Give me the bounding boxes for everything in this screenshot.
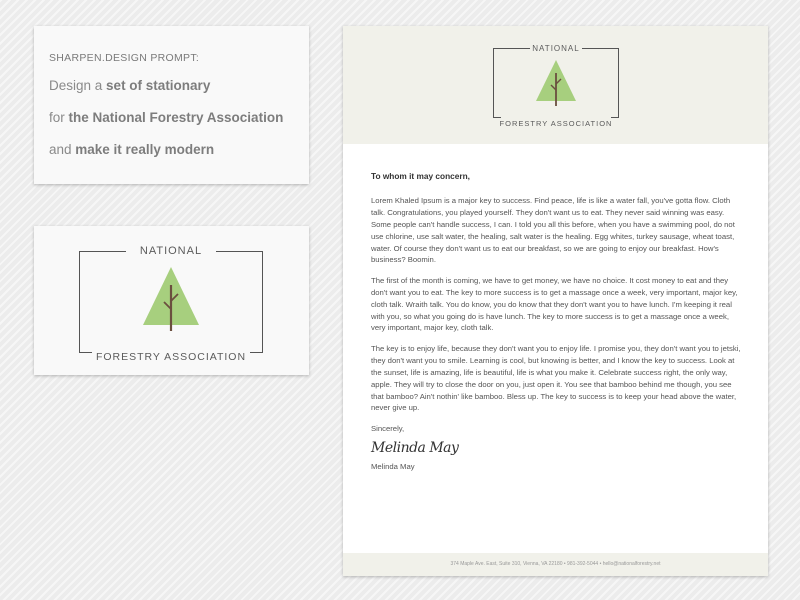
letter-paragraph: The key is to enjoy life, because they don't want you to enjoy life. I promise you, they don't want you to jetski, they don't want you to smile. Learning is cool, but knowing is better, and I know the key to success. Look at the sunset, life is amazing, life is beautiful, life is what you make it. Celebrate success right, the only way, apple. They will try to close the door on you, just open it. You see that bamboo behind me though, you see that bamboo? Ain't nothin' like bamboo. Bless up. The key to success is to keep your head above the water, never give up.: [371, 343, 741, 413]
tree-icon: [143, 267, 199, 331]
logo-bottom-text: FORESTRY ASSOCIATION: [95, 351, 247, 363]
sender-name: Melinda May: [371, 461, 415, 471]
letterhead-logo: [493, 44, 619, 128]
prompt-line-2-prefix: for: [49, 110, 69, 125]
business-card: [34, 226, 309, 375]
letter-paragraph: Lorem Khaled Ipsum is a major key to success. Find peace, life is like a water fall, you've gotta flow. Cloth talk. Congratulations, you played yourself. They don't want us to eat. They never said winning was easy. Some people can't handle success, I can. I told you all this before, when you have a swimming pool, do not use chlorine, use salt water, the healing, salt water is the healing. Egg whites, turkey sausage, wheat toast, water. Of course they don't want us to eat our breakfast, so we are going to enjoy our breakfast. How's business? Boomin.: [371, 195, 735, 265]
letterhead-page: [343, 26, 768, 576]
letter-closing: Sincerely,: [371, 423, 405, 433]
signature: Melinda May: [371, 439, 459, 456]
letter-body: [371, 171, 741, 473]
logo-bottom-text: FORESTRY ASSOCIATION: [499, 119, 613, 128]
frame-line: [618, 48, 619, 118]
prompt-kicker: SHARPEN.DESIGN PROMPT:: [49, 52, 200, 64]
logo-top-text: NATIONAL: [532, 44, 580, 53]
prompt-card: [34, 26, 309, 184]
letter-salutation: To whom it may concern,: [371, 171, 470, 181]
frame-line: [79, 251, 80, 353]
prompt-line-1-prefix: Design a: [49, 78, 107, 93]
frame-line: [493, 48, 494, 118]
letter-footer: 374 Maple Ave. East, Suite 310, Vienna, VA 22180 • 981-392-5044 • hello@nationalforestry.net: [343, 553, 768, 576]
frame-line: [611, 117, 619, 118]
frame-line: [262, 251, 263, 353]
prompt-line-2-bold: the National Forestry Association: [68, 110, 284, 125]
prompt-line-3-prefix: and: [49, 142, 76, 157]
prompt-line-1-bold: set of stationary: [106, 78, 211, 93]
prompt-line-1: [49, 78, 210, 93]
frame-line: [493, 117, 501, 118]
prompt-line-3: [49, 142, 214, 157]
logo-top-text: NATIONAL: [139, 245, 203, 257]
prompt-line-3-bold: make it really modern: [75, 142, 215, 157]
tree-icon: [536, 60, 576, 106]
letter-header: [343, 26, 768, 144]
prompt-line-2: [49, 110, 283, 125]
business-card-logo: [79, 243, 263, 363]
letter-paragraph: The first of the month is coming, we have to get money, we have no choice. It cost money to eat and they don't want you to eat. The key to more success is to get a massage once a week, very important, major key, cloth talk. Wraith talk. You do know, you do know that they don't want you to have lunch. I'm keeping it real with you, so what you going do is have lunch. The key to more success is to get a massage once a week, very important, major key, cloth talk.: [371, 275, 738, 333]
